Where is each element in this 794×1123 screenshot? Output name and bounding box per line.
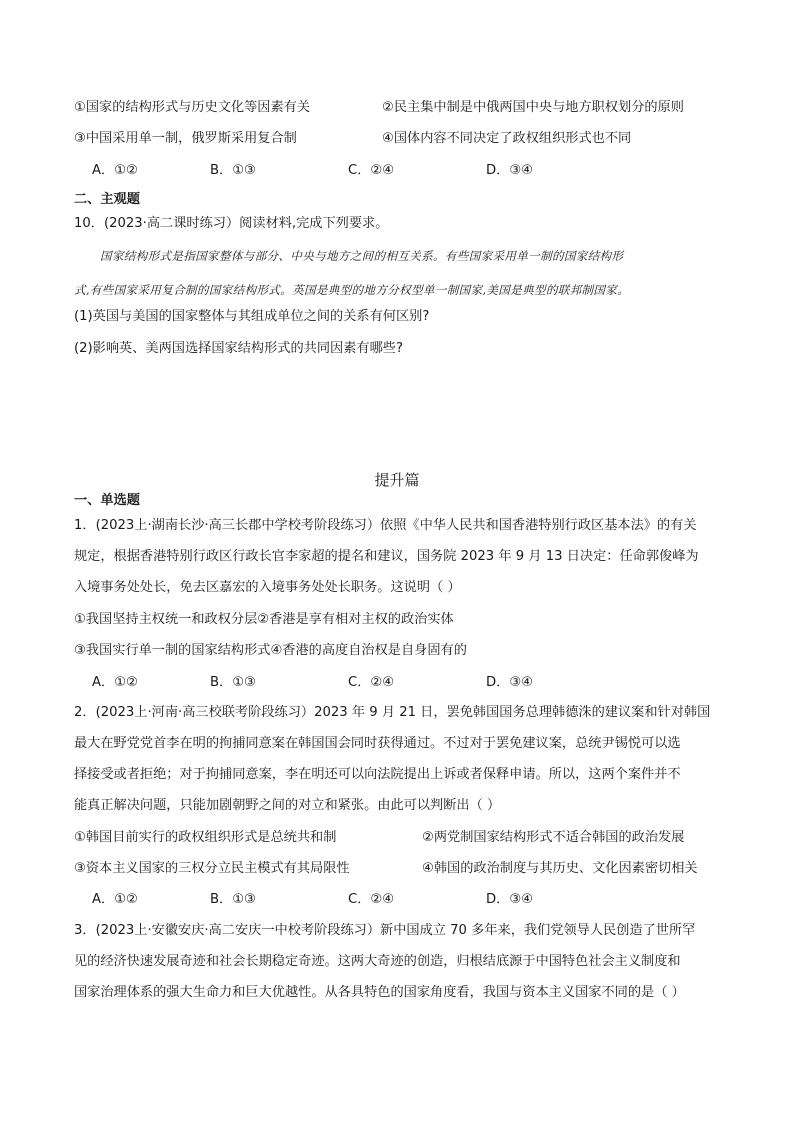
sub-question-2: (2)影响英、美两国选择国家结构形式的共同因素有哪些? — [74, 341, 403, 356]
question-1-line-2: 规定，根据香港特别行政区行政长官李家超的提名和建议，国务院 2023 年 9 月 13 日决定：任命郭俊峰为 — [74, 549, 699, 564]
q2-option-b: B．①③ — [210, 892, 256, 907]
section-title-advanced: 提升篇 — [374, 471, 420, 489]
question-1-line-3: 入境事务处处长，免去区嘉宏的入境事务处处长职务。这说明（ ） — [74, 580, 461, 595]
q2-option-a: A．①② — [92, 892, 138, 907]
question-2-statement-3: ③资本主义国家的三权分立民主模式有其局限性 — [74, 861, 350, 876]
material-line-1: 国家结构形式是指国家整体与部分、中央与地方之间的相互关系。有些国家采用单一制的国家结构形 — [100, 249, 624, 263]
statement-4: ④国体内容不同决定了政权组织形式也不同 — [382, 131, 632, 146]
material-line-2: 式,有些国家采用复合制的国家结构形式。英国是典型的地方分权型单一制国家,美国是典型的联邦制国家。 — [74, 283, 630, 297]
question-1-statements-3-4: ③我国实行单一制的国家结构形式④香港的高度自治权是自身固有的 — [74, 643, 467, 658]
question-1-line-1: 1．(2023上·湖南长沙·高三长郡中学校考阶段练习）依照《中华人民共和国香港特别行政区基本法》的有关 — [74, 518, 697, 533]
q1-option-d: D．③④ — [486, 675, 533, 690]
question-2-statement-1: ①韩国目前实行的政权组织形式是总统共和制 — [74, 830, 337, 845]
sub-question-1: (1)英国与美国的国家整体与其组成单位之间的关系有何区别? — [74, 309, 430, 324]
q2-option-c: C．②④ — [348, 892, 395, 907]
option-c: C．②④ — [348, 163, 395, 178]
question-1-statements-1-2: ①我国坚持主权统一和政权分层②香港是享有相对主权的政治实体 — [74, 612, 454, 627]
question-10-stem: 10．(2023·高二课时练习）阅读材料,完成下列要求。 — [74, 216, 389, 231]
q1-option-b: B．①③ — [210, 675, 256, 690]
question-2-statement-4: ④韩国的政治制度与其历史、文化因素密切相关 — [422, 861, 698, 876]
question-3-line-2: 见的经济快速发展奇迹和社会长期稳定奇迹。这两大奇迹的创造，归根结底源于中国特色社会主义制度和 — [74, 954, 681, 969]
question-3-line-3: 国家治理体系的强大生命力和巨大优越性。从各具特色的国家角度看，我国与资本主义国家不同的是（ ） — [74, 985, 685, 1000]
q2-option-d: D．③④ — [486, 892, 533, 907]
option-b: B．①③ — [210, 163, 256, 178]
option-d: D．③④ — [486, 163, 533, 178]
q1-option-c: C．②④ — [348, 675, 395, 690]
statement-2: ②民主集中制是中俄两国中央与地方职权划分的原则 — [382, 100, 684, 115]
statement-1: ①国家的结构形式与历史文化等因素有关 — [74, 100, 311, 115]
question-2-line-3: 择接受或者拒绝；对于拘捕同意案，李在明还可以向法院提出上诉或者保释申请。所以，这两个案件并不 — [74, 767, 681, 782]
question-3-line-1: 3．(2023上·安徽安庆·高二安庆一中校考阶段练习）新中国成立 70 多年来，我们党领导人民创造了世所罕 — [74, 923, 696, 938]
section-heading-single-choice: 一、单选题 — [74, 493, 140, 508]
question-2-line-4: 能真正解决问题，只能加剧朝野之间的对立和紧张。由此可以判断出（ ） — [74, 798, 501, 813]
option-a: A．①② — [92, 163, 138, 178]
question-2-statement-2: ②两党制国家结构形式不适合韩国的政治发展 — [422, 830, 685, 845]
question-2-line-1: 2．(2023上·河南·高三校联考阶段练习）2023 年 9 月 21 日，罢免韩国国务总理韩德洙的建议案和针对韩国 — [74, 705, 711, 720]
statement-3: ③中国采用单一制，俄罗斯采用复合制 — [74, 131, 297, 146]
q1-option-a: A．①② — [92, 675, 138, 690]
section-heading-subjective: 二、主观题 — [74, 192, 140, 207]
question-2-line-2: 最大在野党党首李在明的拘捕同意案在韩国国会同时获得通过。不过对于罢免建议案，总统尹锡悦可以选 — [74, 736, 681, 751]
